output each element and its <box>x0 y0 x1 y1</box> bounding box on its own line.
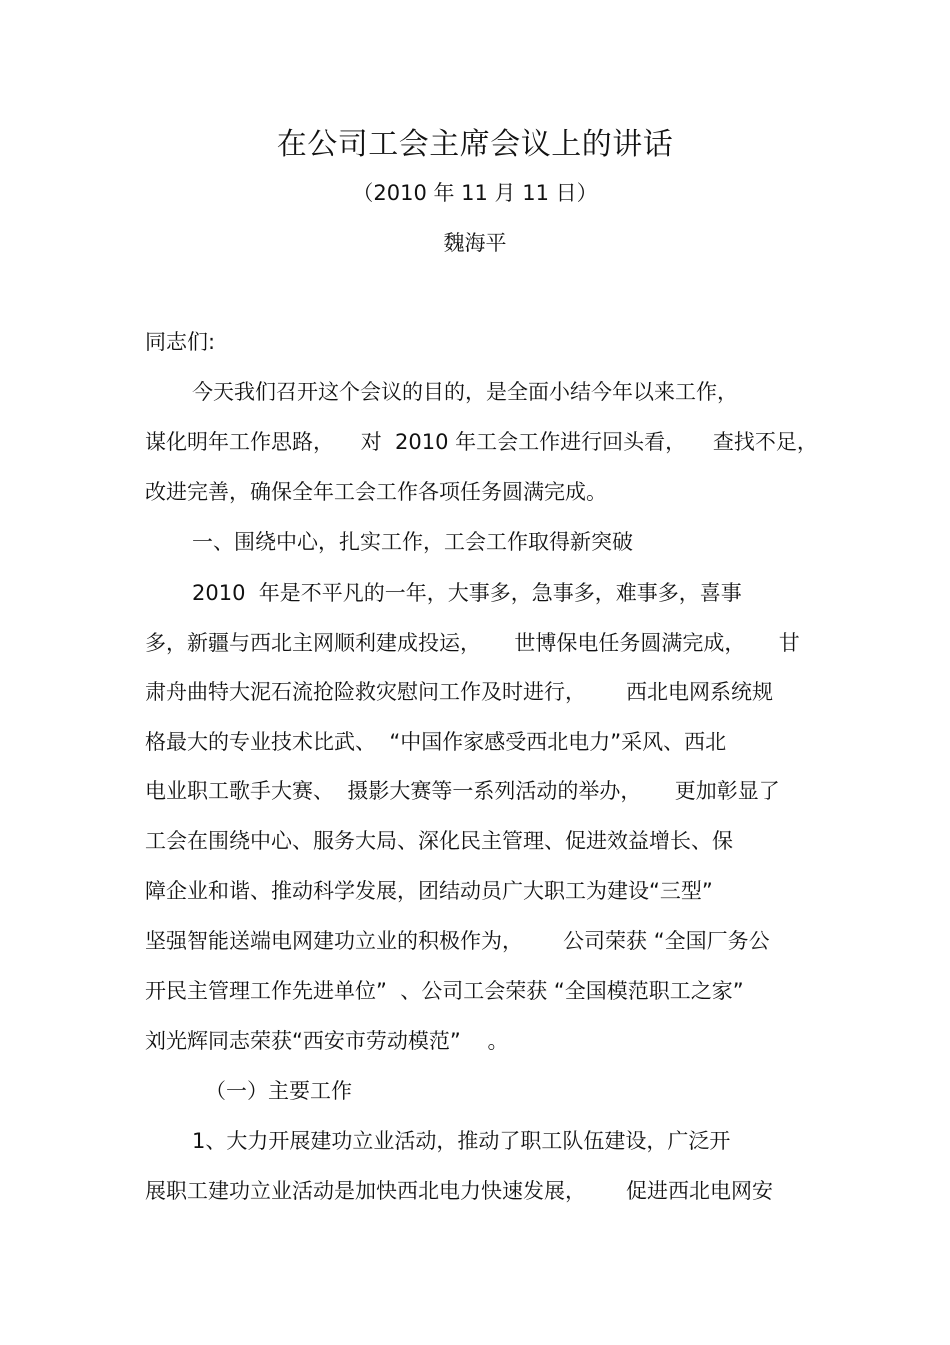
paragraph-line: 障企业和谐、推动科学发展，团结动员广大职工为建设“三型” <box>145 879 713 903</box>
document-title: 在公司工会主席会议上的讲话 <box>276 127 674 162</box>
paragraph-line: 刘光辉同志荣获“西安市劳动模范” 。 <box>145 1029 509 1053</box>
document-author: 魏海平 <box>443 231 507 255</box>
paragraph-line: 坚强智能送端电网建功立业的积极作为， 公司荣获 “全国厂务公 <box>145 929 770 953</box>
paragraph-line: 改进完善，确保全年工会工作各项任务圆满完成。 <box>145 480 607 504</box>
paragraph-line: 1、大力开展建功立业活动，推动了职工队伍建设，广泛开 <box>192 1129 731 1153</box>
salutation: 同志们: <box>145 330 216 354</box>
paragraph-line: 电业职工歌手大赛、 摄影大赛等一系列活动的举办， 更加彰显了 <box>145 779 780 803</box>
paragraph-line: 多，新疆与西北主网顺利建成投运， 世博保电任务圆满完成， 甘 <box>145 631 800 655</box>
section-heading: 一、围绕中心，扎实工作，工会工作取得新突破 <box>192 530 633 554</box>
paragraph-line: 今天我们召开这个会议的目的，是全面小结今年以来工作， <box>192 380 738 404</box>
paragraph-line: 展职工建功立业活动是加快西北电力快速发展， 促进西北电网安 <box>145 1179 774 1203</box>
paragraph-line: 肃舟曲特大泥石流抢险救灾慰问工作及时进行， 西北电网系统规 <box>145 680 774 704</box>
paragraph-line: 开民主管理工作先进单位” 、公司工会荣获 “全国模范职工之家” <box>145 979 744 1003</box>
paragraph-line: 格最大的专业技术比武、 “中国作家感受西北电力”采风、西北 <box>145 730 727 754</box>
paragraph-line: 工会在围绕中心、服务大局、深化民主管理、促进效益增长、保 <box>145 829 733 853</box>
paragraph-line: 谋化明年工作思路， 对 2010 年工会工作进行回头看， 查找不足， <box>145 430 818 454</box>
paragraph-line: 2010 年是不平凡的一年，大事多，急事多，难事多，喜事 <box>192 581 742 605</box>
subsection-heading: （一）主要工作 <box>205 1079 352 1103</box>
document-date: （2010 年 11 月 11 日） <box>352 181 598 205</box>
